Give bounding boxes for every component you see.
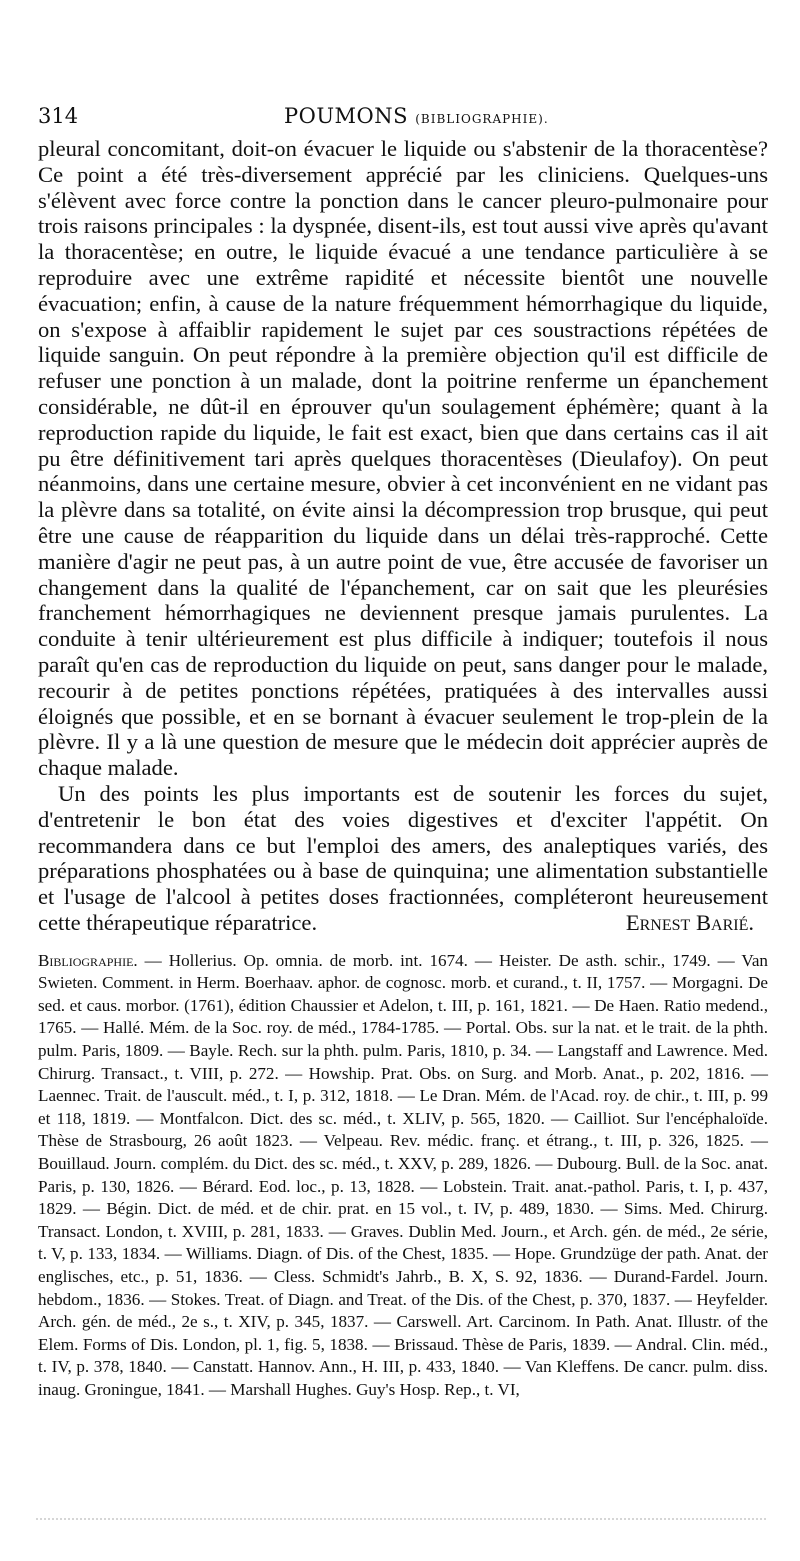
- running-title: [284, 104, 549, 128]
- author-signature: Ernest Barié.: [625, 909, 754, 935]
- running-title-subtitle: (BIBLIOGRAPHIE).: [415, 112, 549, 126]
- paragraph-2: [38, 781, 768, 936]
- running-title-main: POUMONS: [284, 104, 409, 128]
- paragraph-2-text: Un des points les plus importants est de soutenir les forces du sujet, d'entretenir le bon état des voies digestives et d'exciter l'appétit. On recommandera dans ce but l'emploi des amers, des analeptiques variés, des préparations phosphatées ou à base de quinquina; une alimentation substantielle et l'usage de l'alcool à petites doses fractionnées, compléteront heureusement cette thérapeutique réparatrice.: [38, 780, 768, 935]
- page-number: 314: [38, 104, 79, 128]
- bibliography-label: Bibliographie.: [38, 950, 138, 970]
- running-header: [38, 96, 768, 136]
- document-page: [38, 96, 768, 1402]
- bibliography-text: — Hollerius. Op. omnia. de morb. int. 1674. — Heister. De asth. schir., 1749. — Van Swieten. Comment. in Herm. Boerhaav. aphor. de cognosc. morb. et curand., t. II, 1757. — Morgagni. De sed. et caus. morbor. (1761), édition Chaussier et Adelon, t. III, p. 161, 1821. — De Haen. Ratio medend., 1765. — Hallé. Mém. de la Soc. roy. de méd., 1784-1785. — Portal. Obs. sur la nat. et le trait. de la phth. pulm. Paris, 1809. — Bayle. Rech. sur la phth. pulm. Paris, 1810, p. 34. — Langstaff and Lawrence. Med. Chirurg. Transact., t. VIII, p. 272. — Howship. Prat. Obs. on Surg. and Morb. Anat., p. 202, 1816. — Laennec. Trait. de l'auscult. méd., t. I, p. 312, 1818. — Le Dran. Mém. de l'Acad. roy. de chir., t. III, p. 99 et 118, 1819. — Montfalcon. Dict. des sc. méd., t. XLIV, p. 565, 1820. — Cailliot. Sur l'encéphaloïde. Thèse de Strasbourg, 26 août 1823. — Velpeau. Rev. médic. franç. et étrang., t. III, p. 326, 1825. — Bouillaud. Journ. complém. du Dict. des sc. méd., t. XXV, p. 289, 1826. — Dubourg. Bull. de la Soc. anat. Paris, p. 130, 1826. — Bérard. Eod. loc., p. 13, 1828. — Lobstein. Trait. anat.-pathol. Paris, t. I, p. 437, 1829. — Bégin. Dict. de méd. et de chir. prat. en 15 vol., t. IV, p. 489, 1830. — Sims. Med. Chirurg. Transact. London, t. XVIII, p. 281, 1833. — Graves. Dublin Med. Journ., et Arch. gén. de méd., 2e série, t. V, p. 133, 1834. — Williams. Diagn. of Dis. of the Chest, 1835. — Hope. Grundzüge der path. Anat. der englisches, etc., p. 51, 1836. — Cless. Schmidt's Jahrb., B. X, S. 92, 1836. — Durand-Fardel. Journ. hebdom., 1836. — Stokes. Treat. of Diagn. and Treat. of the Dis. of the Chest, p. 370, 1837. — Heyfelder. Arch. gén. de méd., 2e s., t. XIV, p. 345, 1837. — Carswell. Art. Carcinom. In Path. Anat. Illustr. of the Elem. Forms of Dis. London, pl. 1, fig. 5, 1838. — Brissaud. Thèse de Paris, 1839. — Andral. Clin. méd., t. IV, p. 378, 1840. — Canstatt. Hannov. Ann., H. III, p. 433, 1840. — Van Kleffens. De cancr. pulm. diss. inaug. Groningue, 1841. — Marshall Hughes. Guy's Hosp. Rep., t. VI,: [38, 950, 768, 1399]
- paragraph-1: pleural concomitant, doit-on évacuer le liquide ou s'abstenir de la thoracentèse? Ce point a été très-diversement apprécié par les cliniciens. Quelques-uns s'élèvent avec force contre la ponction dans le cancer pleuro-pulmonaire pour trois raisons principales : la dyspnée, disent-ils, est tout aussi vive après qu'avant la thoracentèse; en outre, le liquide évacué a une tendance particulière à se reproduire avec une extrême rapidité et nécessite bientôt une nouvelle évacuation; enfin, à cause de la nature fréquemment hémorrhagique du liquide, on s'expose à affaiblir rapidement le sujet par ces soustractions répétées de liquide sanguin. On peut répondre à la première objection qu'il est difficile de refuser une ponction à un malade, dont la poitrine renferme un épanchement considérable, ne dût-il en éprouver qu'un soulagement éphémère; quant à la reproduction rapide du liquide, le fait est exact, bien que dans certains cas il ait pu être définitivement tari après quelques thoracentèses (Dieulafoy). On peut néanmoins, dans une certaine mesure, obvier à cet inconvénient en ne vidant pas la plèvre dans sa totalité, on évite ainsi la décompression trop brusque, qui peut être une cause de réapparition du liquide dans un délai très-rapproché. Cette manière d'agir ne peut pas, à un autre point de vue, être accusée de favoriser un changement dans la qualité de l'épanchement, car on sait que les pleurésies franchement hémorrhagiques ne deviennent presque jamais purulentes. La conduite à tenir ultérieurement est plus difficile à indiquer; toutefois il nous paraît qu'en cas de reproduction du liquide on peut, sans danger pour le malade, recourir à de petites ponctions répétées, pratiquées à des intervalles aussi éloignés que possible, et en se bornant à évacuer seulement le trop-plein de la plèvre. Il y a là une question de mesure que le médecin doit apprécier auprès de chaque malade.: [38, 136, 768, 781]
- bibliography: [38, 950, 768, 1402]
- article-body: [38, 136, 768, 936]
- page-bottom-rule: [36, 1518, 766, 1526]
